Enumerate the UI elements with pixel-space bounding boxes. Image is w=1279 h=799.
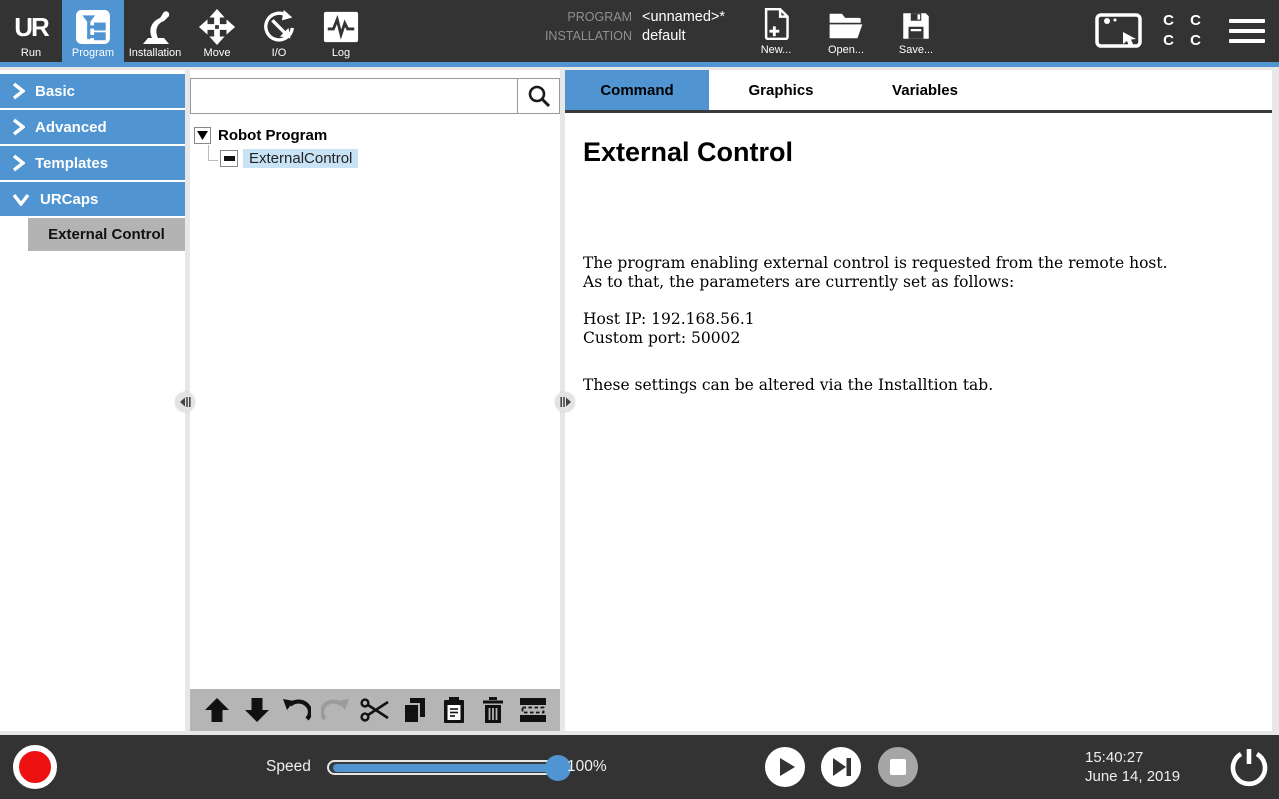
file-actions	[748, 5, 944, 56]
redo-icon	[321, 697, 351, 723]
open-button-label: Open...	[827, 44, 865, 56]
arrow-up-icon	[203, 696, 231, 724]
suppress-icon	[518, 696, 548, 724]
header-right-group	[1093, 0, 1269, 62]
program-name: <unnamed>*	[642, 9, 726, 25]
collapse-left-icon	[180, 396, 191, 408]
tab-label: Graphics	[748, 81, 814, 99]
tab-variables[interactable]	[853, 70, 997, 110]
delete-button[interactable]	[477, 694, 509, 726]
chevron-down-icon	[12, 193, 30, 206]
move-up-button[interactable]	[201, 694, 233, 726]
page-title: External Control	[583, 137, 794, 167]
tab-command[interactable]	[565, 70, 709, 110]
time-value: 15:40:27	[1085, 749, 1144, 766]
power-icon	[1228, 746, 1270, 788]
search-box	[190, 78, 560, 114]
nav-tab-log[interactable]	[310, 0, 372, 62]
nav-tab-run[interactable]	[0, 0, 62, 62]
screen-touch-icon[interactable]	[1093, 6, 1145, 57]
host-ip-value: Host IP: 192.168.56.1	[583, 310, 755, 328]
nav-tab-move[interactable]	[186, 0, 248, 62]
new-file-icon	[762, 5, 790, 41]
tab-label: Command	[600, 81, 674, 99]
paste-clipboard-icon	[441, 696, 467, 724]
redo-button[interactable]	[320, 694, 352, 726]
sidebar-item-label: Advanced	[35, 118, 107, 136]
description-paragraph	[583, 254, 1254, 291]
io-icon	[260, 7, 298, 47]
play-icon	[765, 747, 805, 787]
parameters-block	[583, 310, 1254, 347]
nav-tab-program[interactable]	[62, 0, 124, 62]
nav-tab-label: Move	[203, 47, 231, 59]
search-input[interactable]	[191, 79, 517, 113]
cc-logo-row: C C	[1163, 32, 1207, 49]
speed-label: Speed	[266, 758, 311, 775]
nav-tab-label: Log	[331, 47, 351, 59]
hamburger-menu-icon[interactable]	[1225, 15, 1269, 47]
program-tree-icon	[75, 7, 111, 47]
sidebar-item-urcaps[interactable]	[0, 182, 185, 216]
open-button[interactable]	[818, 5, 874, 56]
description-line: The program enabling external control is requested from the remote host.	[583, 254, 1168, 272]
tree-root-label: Robot Program	[218, 127, 328, 144]
tree-toolbar	[190, 689, 560, 731]
copy-icon	[401, 696, 427, 724]
copy-button[interactable]	[398, 694, 430, 726]
program-tree-panel	[190, 70, 560, 731]
stop-icon	[878, 747, 918, 787]
program-info	[530, 9, 725, 44]
node-sidebar	[0, 70, 185, 731]
settings-note: These settings can be altered via the Installtion tab.	[583, 376, 994, 394]
shutdown-button[interactable]	[1227, 745, 1271, 789]
nav-tab-label: Run	[20, 47, 42, 59]
sidebar-item-advanced[interactable]	[0, 110, 185, 144]
cc-logo-row: C C	[1163, 12, 1207, 29]
sidebar-item-basic[interactable]	[0, 74, 185, 108]
command-body	[565, 113, 1272, 731]
command-panel	[565, 70, 1272, 731]
open-folder-icon	[828, 5, 864, 41]
custom-port-value: Custom port: 50002	[583, 328, 741, 347]
step-button[interactable]	[821, 747, 861, 787]
robot-arm-icon	[135, 7, 175, 47]
sidebar-item-templates[interactable]	[0, 146, 185, 180]
log-chart-icon	[322, 7, 360, 47]
sidebar-item-label: Templates	[35, 154, 109, 172]
nav-tab-label: Installation	[128, 47, 182, 59]
speed-slider[interactable]	[327, 760, 561, 775]
undo-button[interactable]	[280, 694, 312, 726]
move-down-button[interactable]	[241, 694, 273, 726]
cut-scissors-icon	[360, 696, 390, 724]
sidebar-collapse-handle[interactable]	[175, 392, 195, 412]
speed-value: 100%	[567, 758, 607, 775]
bottom-bar	[0, 735, 1279, 799]
sidebar-item-label: Basic	[35, 82, 76, 100]
stop-button[interactable]	[878, 747, 918, 787]
description-line: As to that, the parameters are currently set as follows:	[583, 272, 1015, 291]
trash-icon	[480, 696, 506, 724]
save-button[interactable]	[888, 5, 944, 56]
undo-icon	[281, 697, 311, 723]
save-button-label: Save...	[898, 44, 934, 56]
speed-slider-fill	[333, 764, 557, 772]
tab-label: Variables	[892, 81, 958, 99]
search-icon	[526, 83, 552, 109]
sidebar-item-label: URCaps	[40, 190, 99, 208]
tree-collapse-handle[interactable]	[555, 392, 575, 412]
content-area	[0, 67, 1279, 735]
ur-logo-icon: UR	[14, 11, 48, 42]
top-bar	[0, 0, 1279, 62]
tree-node-label: ExternalControl	[243, 149, 358, 168]
cc-logo	[1163, 11, 1207, 51]
installation-label: INSTALLATION	[544, 29, 632, 43]
date-value: June 14, 2019	[1085, 768, 1181, 785]
tree-node-externalcontrol[interactable]	[208, 149, 556, 168]
paste-button[interactable]	[438, 694, 470, 726]
program-label: PROGRAM	[567, 10, 632, 24]
tab-graphics[interactable]	[709, 70, 853, 110]
nav-tab-label: I/O	[271, 47, 287, 59]
nav-tab-io[interactable]	[248, 0, 310, 62]
save-floppy-icon	[901, 5, 931, 41]
sidebar-subitem-label: External Control	[48, 226, 165, 243]
nav-tab-installation[interactable]	[124, 0, 186, 62]
tree-connector	[208, 145, 218, 161]
new-button[interactable]	[748, 5, 804, 56]
nav-tab-label: Program	[71, 47, 115, 59]
sidebar-item-external-control[interactable]	[28, 218, 185, 251]
chevron-right-icon	[12, 82, 25, 100]
collapse-triangle-icon[interactable]	[194, 127, 211, 144]
step-icon	[821, 747, 861, 787]
arrow-down-icon	[243, 696, 271, 724]
installation-name: default	[642, 28, 686, 44]
robot-status-button[interactable]	[13, 745, 57, 789]
play-button[interactable]	[765, 747, 805, 787]
clock	[1085, 748, 1180, 786]
move-arrows-icon	[198, 7, 236, 47]
search-button[interactable]	[517, 79, 559, 113]
command-node-icon	[220, 150, 238, 167]
suppress-button[interactable]	[517, 694, 549, 726]
new-button-label: New...	[760, 44, 792, 56]
chevron-right-icon	[12, 118, 25, 136]
collapse-right-icon	[560, 396, 571, 408]
command-tabs	[565, 70, 1272, 113]
tree-root-robot-program[interactable]	[194, 127, 556, 144]
program-tree	[190, 114, 560, 168]
cut-button[interactable]	[359, 694, 391, 726]
chevron-right-icon	[12, 154, 25, 172]
